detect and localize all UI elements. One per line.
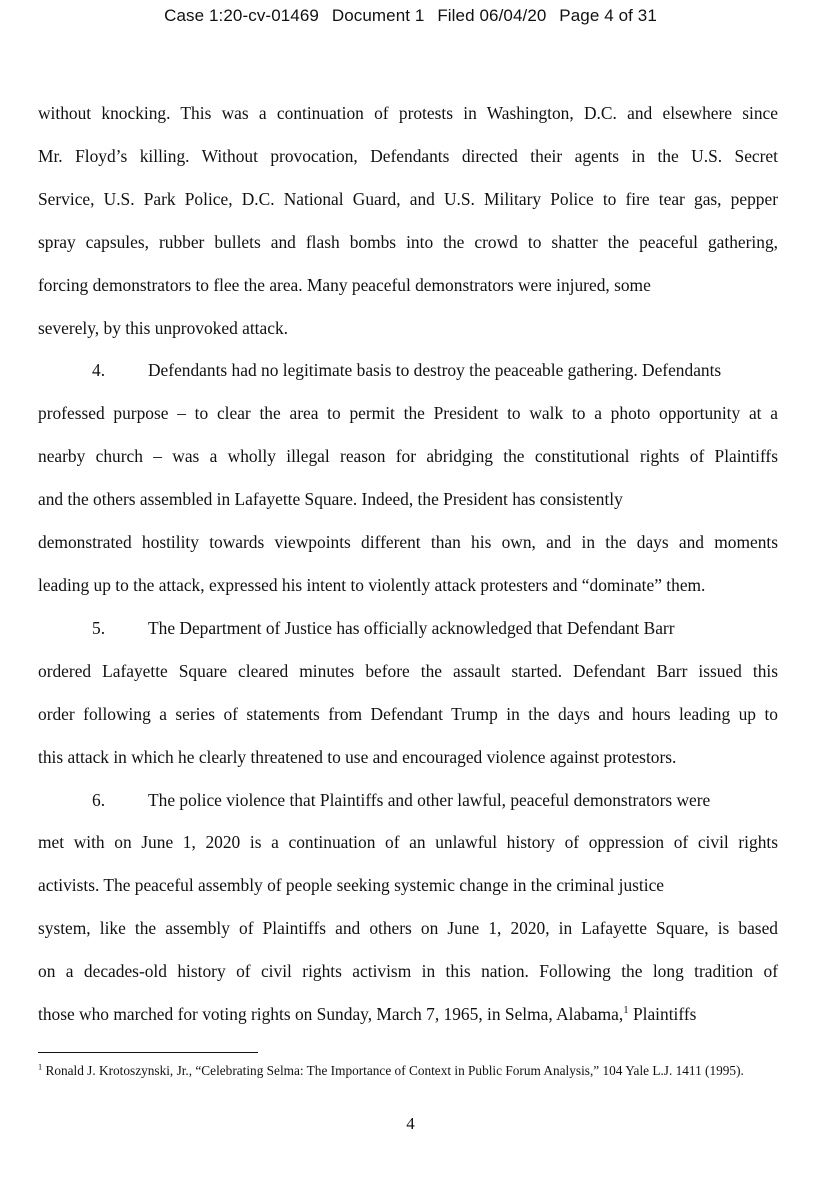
text-line: leading up to the attack, expressed his intent to violently attack protesters and “dominate” them. xyxy=(38,574,706,595)
case-number: Case 1:20-cv-01469 xyxy=(164,6,319,25)
paragraph-6-first-line xyxy=(38,779,778,822)
text-line: on a decades-old history of civil rights activism in this nation. Following the long tradition of xyxy=(38,961,778,982)
page-number: 4 xyxy=(406,1114,415,1133)
footnote-divider xyxy=(38,1052,258,1053)
text-line: demonstrated hostility towards viewpoints different than his own, and in the days and moments xyxy=(38,532,778,553)
text-line: ordered Lafayette Square cleared minutes before the assault started. Defendant Barr issued this xyxy=(38,660,778,681)
page-of-total: Page 4 of 31 xyxy=(559,6,657,25)
text-segment: Plaintiffs xyxy=(628,1004,697,1025)
filed-date: Filed 06/04/20 xyxy=(437,6,547,25)
footnote-text: Ronald J. Krotoszynski, Jr., “Celebrating Selma: The Importance of Context in Public Forum Analysis,” 104 Yale L.J. 1411 (1995). xyxy=(42,1063,744,1078)
text-line: forcing demonstrators to flee the area. Many peaceful demonstrators were injured, some xyxy=(38,274,651,295)
text-line: nearby church – was a wholly illegal reason for abridging the constitutional rights of Plaintiffs xyxy=(38,446,778,467)
text-line: professed purpose – to clear the area to permit the President to walk to a photo opportunity at a xyxy=(38,403,778,424)
paragraph-5-first-line xyxy=(38,607,778,650)
text-line: and the others assembled in Lafayette Square. Indeed, the President has consistently xyxy=(38,489,623,510)
text-line: Service, U.S. Park Police, D.C. National Guard, and U.S. Military Police to fire tear gas, pepper xyxy=(38,188,778,209)
text-line: met with on June 1, 2020 is a continuation of an unlawful history of oppression of civil rights xyxy=(38,832,778,853)
text-line: Mr. Floyd’s killing. Without provocation, Defendants directed their agents in the U.S. Secret xyxy=(38,145,778,166)
text-segment: those who marched for voting rights on Sunday, March 7, 1965, in Selma, Alabama, xyxy=(38,1004,624,1025)
paragraph-number: 5. xyxy=(92,617,106,638)
paragraph-4-first-line xyxy=(38,349,778,392)
text-line xyxy=(38,993,778,1036)
paragraph-number: 6. xyxy=(92,789,106,810)
document-number: Document 1 xyxy=(331,6,425,25)
paragraph-number: 4. xyxy=(92,360,106,381)
text-line: system, like the assembly of Plaintiffs and others on June 1, 2020, in Lafayette Square, is based xyxy=(38,918,778,939)
footnote-marker: 1 xyxy=(38,1062,43,1072)
text-line: spray capsules, rubber bullets and flash bombs into the crowd to shatter the peaceful gathering, xyxy=(38,231,778,252)
case-header xyxy=(0,6,821,26)
text-line: severely, by this unprovoked attack. xyxy=(38,317,288,338)
paragraph-text: The police violence that Plaintiffs and other lawful, peaceful demonstrators were xyxy=(148,789,711,810)
paragraph-text: Defendants had no legitimate basis to destroy the peaceable gathering. Defendants xyxy=(148,360,722,381)
document-body xyxy=(38,92,778,1036)
text-line: this attack in which he clearly threatened to use and encouraged violence against protestors. xyxy=(38,746,677,767)
text-line: activists. The peaceful assembly of people seeking systemic change in the criminal justice xyxy=(38,875,665,896)
text-line: order following a series of statements from Defendant Trump in the days and hours leading up to xyxy=(38,703,778,724)
footnote-reference[interactable]: 1 xyxy=(623,1004,629,1017)
text-line: without knocking. This was a continuation of protests in Washington, D.C. and elsewhere since xyxy=(38,103,778,123)
footnote xyxy=(38,1062,773,1079)
paragraph-text: The Department of Justice has officially acknowledged that Defendant Barr xyxy=(148,617,675,638)
